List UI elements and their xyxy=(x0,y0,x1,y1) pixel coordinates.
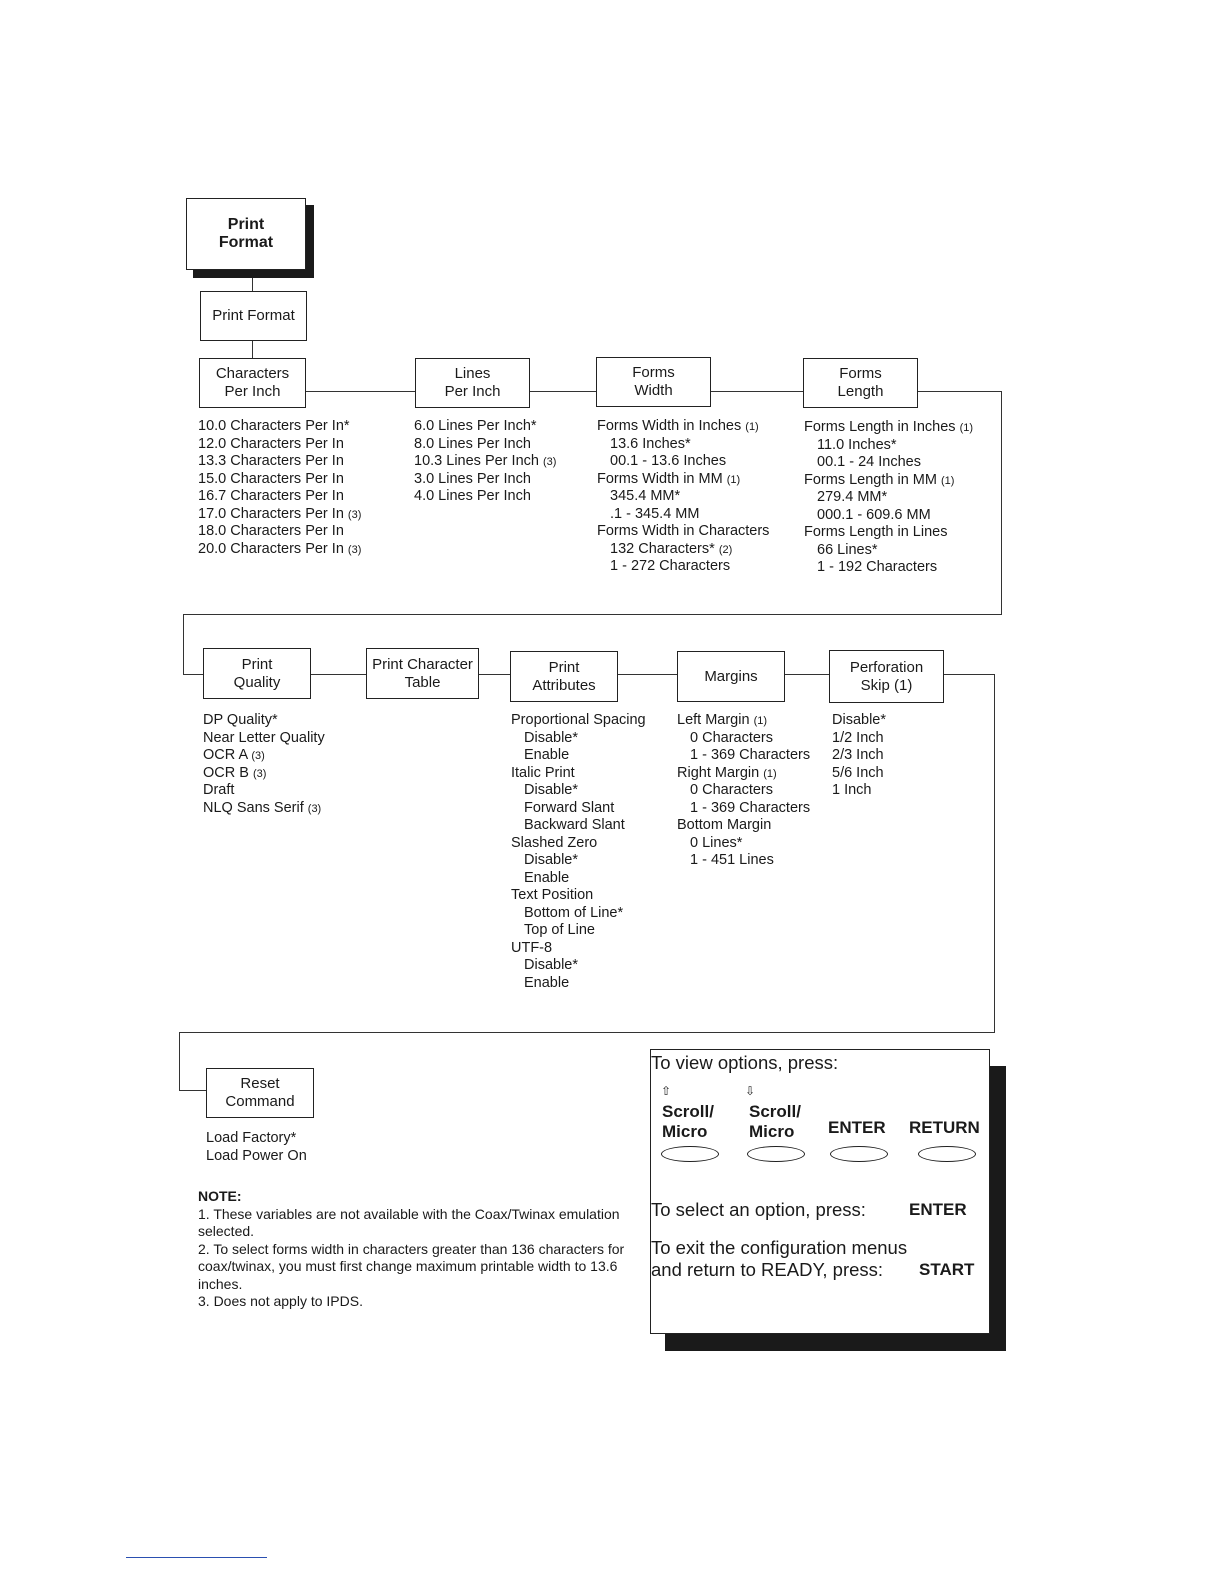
option-item xyxy=(203,765,325,783)
option-text: Enable xyxy=(524,747,570,763)
connector-row1-return xyxy=(183,614,1002,615)
option-text: Disable* xyxy=(832,712,886,728)
view-options-text: To view options, press: xyxy=(651,1052,839,1073)
option-item xyxy=(677,817,810,835)
footnote-ref: (3) xyxy=(347,543,362,556)
option-text: 1 Inch xyxy=(832,782,872,798)
option-item xyxy=(203,782,325,800)
exit-text-line-1: To exit the configuration menus xyxy=(651,1237,908,1258)
option-text: Top of Line xyxy=(524,922,595,938)
option-text: 12.0 Characters Per In xyxy=(198,435,344,452)
scroll-up-label-1: Scroll/ xyxy=(662,1102,714,1121)
option-text: Forward Slant xyxy=(524,799,615,816)
option-item xyxy=(677,835,810,853)
enter-button[interactable] xyxy=(830,1146,888,1162)
up-arrow-icon: ⇧ xyxy=(661,1084,672,1098)
scroll-down-key-label xyxy=(749,1102,801,1142)
footnote-ref: (3) xyxy=(347,508,362,521)
option-item xyxy=(804,507,973,525)
exit-text-line-2: and return to READY, press: xyxy=(651,1259,884,1280)
option-item xyxy=(198,541,361,559)
option-text: 279.4 MM* xyxy=(817,489,888,505)
option-item xyxy=(206,1148,307,1166)
note-line-3: 3. Does not apply to IPDS. xyxy=(198,1293,363,1309)
option-text: .1 - 345.4 MM xyxy=(610,505,700,522)
option-item xyxy=(677,800,810,818)
rc-label-2: Command xyxy=(225,1093,295,1110)
fw-label-1: Forms xyxy=(632,364,675,381)
option-text: 0 Lines* xyxy=(690,834,743,851)
option-text: 13.3 Characters Per In xyxy=(198,453,344,469)
scroll-down-label-2: Micro xyxy=(749,1122,795,1141)
option-text: 00.1 - 24 Inches xyxy=(817,454,921,470)
option-text: Bottom Margin xyxy=(677,817,772,833)
reset-command-options xyxy=(206,1130,307,1165)
option-text: Disable* xyxy=(524,782,578,798)
fl-label-1: Forms xyxy=(839,365,882,382)
return-label: RETURN xyxy=(909,1118,980,1137)
option-text: 10.3 Lines Per Inch xyxy=(414,453,539,469)
connector-row3-left xyxy=(179,1032,180,1091)
option-item xyxy=(203,730,325,748)
option-item xyxy=(597,488,769,506)
enter-key-label xyxy=(828,1118,886,1138)
option-item xyxy=(511,975,646,993)
option-text: Forms Length in Inches xyxy=(804,419,956,435)
option-text: 1/2 Inch xyxy=(832,729,884,746)
perforation-skip-options xyxy=(832,712,886,800)
option-item xyxy=(198,453,361,471)
option-item xyxy=(203,800,325,818)
option-item xyxy=(511,800,646,818)
scroll-up-button[interactable] xyxy=(661,1146,719,1162)
print-format-root-box[interactable] xyxy=(186,198,306,270)
option-text: 17.0 Characters Per In xyxy=(198,505,344,522)
option-item xyxy=(804,559,973,577)
option-text: 132 Characters* xyxy=(610,540,715,557)
option-text: 4.0 Lines Per Inch xyxy=(414,488,531,504)
forms-width-box[interactable] xyxy=(596,357,711,407)
option-text: Forms Length in Lines xyxy=(804,524,948,540)
footnote-ref: (2) xyxy=(718,543,733,556)
cpi-label-1: Characters xyxy=(215,365,290,382)
option-text: Bottom of Line* xyxy=(524,904,624,921)
print-attributes-box[interactable] xyxy=(510,651,618,702)
option-item xyxy=(511,940,646,958)
option-text: Near Letter Quality xyxy=(203,729,325,746)
option-item xyxy=(804,454,973,472)
option-text: 18.0 Characters Per In xyxy=(198,523,344,539)
option-text: Load Factory* xyxy=(206,1130,297,1146)
footnote-ref: (3) xyxy=(307,802,322,815)
option-text: Text Position xyxy=(511,887,594,903)
root-label-line-2: Format xyxy=(218,234,274,251)
option-text: 1 - 451 Lines xyxy=(690,852,774,868)
option-text: 2/3 Inch xyxy=(832,747,884,763)
option-item xyxy=(511,905,646,923)
lpi-options xyxy=(414,418,556,506)
option-text: Proportional Spacing xyxy=(511,712,646,728)
lpi-label-1: Lines xyxy=(454,365,491,382)
option-item xyxy=(804,524,973,542)
option-item xyxy=(832,712,886,730)
option-item xyxy=(597,523,769,541)
option-item xyxy=(511,887,646,905)
footnote-ref: (3) xyxy=(542,456,557,468)
option-text: 0 Characters xyxy=(690,729,774,746)
option-text: 345.4 MM* xyxy=(610,488,681,504)
exit-key-label: START xyxy=(919,1260,975,1279)
option-text: Slashed Zero xyxy=(511,834,598,851)
print-format-menu-label: Print Format xyxy=(212,307,295,324)
lpi-label-2: Per Inch xyxy=(444,383,501,400)
option-item xyxy=(198,436,361,454)
option-text: 5/6 Inch xyxy=(832,764,884,781)
option-item xyxy=(804,437,973,455)
fl-label-2: Length xyxy=(837,383,884,400)
notes-section xyxy=(198,1188,628,1311)
option-item xyxy=(597,453,769,471)
option-text: 66 Lines* xyxy=(817,541,878,558)
option-item xyxy=(597,541,769,559)
option-item xyxy=(198,488,361,506)
option-item xyxy=(414,418,556,436)
footnote-ref: (1) xyxy=(941,474,955,487)
cpi-label-2: Per Inch xyxy=(224,383,281,400)
option-item xyxy=(511,782,646,800)
pa-label-1: Print xyxy=(548,658,580,676)
print-attributes-options xyxy=(511,712,646,992)
note-heading: NOTE: xyxy=(198,1188,242,1204)
option-item xyxy=(832,730,886,748)
option-item xyxy=(198,418,361,436)
control-panel-legend xyxy=(650,1049,990,1334)
option-text: Enable xyxy=(524,869,570,886)
option-text: 15.0 Characters Per In xyxy=(198,470,344,487)
footnote-ref: (3) xyxy=(252,767,267,780)
option-item xyxy=(677,747,810,765)
option-text: NLQ Sans Serif xyxy=(203,799,304,816)
option-item xyxy=(414,453,556,471)
option-text: Disable* xyxy=(524,957,578,973)
option-item xyxy=(832,747,886,765)
option-text: 3.0 Lines Per Inch xyxy=(414,470,531,487)
option-item xyxy=(511,957,646,975)
option-item xyxy=(198,506,361,524)
option-text: 20.0 Characters Per In xyxy=(198,540,344,557)
option-item xyxy=(597,558,769,576)
option-item xyxy=(677,852,810,870)
option-item xyxy=(511,712,646,730)
scroll-up-key-label xyxy=(662,1102,714,1142)
lines-per-inch-box[interactable] xyxy=(415,358,530,408)
option-item xyxy=(804,472,973,490)
return-button[interactable] xyxy=(918,1146,976,1162)
option-item xyxy=(677,730,810,748)
note-line-1: 1. These variables are not available with the Coax/Twinax emulation selected. xyxy=(198,1205,620,1239)
option-item xyxy=(804,489,973,507)
select-option-text: To select an option, press: xyxy=(651,1199,866,1220)
option-text: 1 - 369 Characters xyxy=(690,747,811,763)
root-box-label xyxy=(219,216,273,252)
option-item xyxy=(804,419,973,437)
option-item xyxy=(198,471,361,489)
option-text: Forms Width in Characters xyxy=(597,523,770,539)
connector-row2-right xyxy=(994,674,995,1033)
footnote-ref: (1) xyxy=(745,421,759,433)
pa-label-2: Attributes xyxy=(532,676,596,694)
note-line-2: 2. To select forms width in characters greater than 136 characters for coax/twinax, you must first change maximum printable width to 13.6 inches. xyxy=(198,1240,625,1292)
option-text: OCR B xyxy=(203,764,249,781)
option-text: 10.0 Characters Per In* xyxy=(198,418,350,434)
print-format-menu-box[interactable] xyxy=(200,291,307,341)
option-item xyxy=(206,1130,307,1148)
option-text: Backward Slant xyxy=(524,817,625,833)
scroll-down-button[interactable] xyxy=(747,1146,805,1162)
option-item xyxy=(597,436,769,454)
pct-label-2: Table xyxy=(404,673,441,691)
option-item xyxy=(198,523,361,541)
rc-label-1: Reset xyxy=(240,1075,280,1092)
option-item xyxy=(677,765,810,783)
pq-label-2: Quality xyxy=(233,673,281,691)
option-text: UTF-8 xyxy=(511,939,553,956)
option-item xyxy=(511,730,646,748)
print-quality-box[interactable] xyxy=(203,648,311,699)
option-text: 1 - 369 Characters xyxy=(690,799,811,816)
option-item xyxy=(203,712,325,730)
option-text: Italic Print xyxy=(511,764,575,781)
option-item xyxy=(597,506,769,524)
enter-label: ENTER xyxy=(828,1118,886,1137)
ps-label-2: Skip (1) xyxy=(860,676,913,694)
option-item xyxy=(511,747,646,765)
fw-label-2: Width xyxy=(634,382,673,399)
option-item xyxy=(511,922,646,940)
option-text: OCR A xyxy=(203,747,248,763)
connector-row3 xyxy=(179,1090,207,1091)
cpi-options xyxy=(198,418,361,558)
footnote-ref: (1) xyxy=(753,715,768,727)
option-item xyxy=(414,436,556,454)
return-key-label xyxy=(909,1118,980,1138)
footnote-ref: (1) xyxy=(763,767,777,780)
option-item xyxy=(804,542,973,560)
option-item xyxy=(677,782,810,800)
option-item xyxy=(597,418,769,436)
scroll-up-label-2: Micro xyxy=(662,1122,708,1141)
option-item xyxy=(414,488,556,506)
forms-width-options xyxy=(597,418,769,576)
option-item xyxy=(597,471,769,489)
footnote-ref: (1) xyxy=(959,422,974,434)
pct-label-1: Print Character xyxy=(372,655,473,673)
option-item xyxy=(511,835,646,853)
perforation-skip-box[interactable] xyxy=(829,650,944,703)
scroll-down-label-1: Scroll/ xyxy=(749,1102,801,1121)
margins-box[interactable] xyxy=(677,651,785,702)
option-item xyxy=(511,870,646,888)
option-text: Left Margin xyxy=(677,712,750,728)
option-item xyxy=(511,817,646,835)
option-text: Disable* xyxy=(524,852,578,868)
option-text: Disable* xyxy=(524,729,578,746)
option-item xyxy=(414,471,556,489)
option-text: Enable xyxy=(524,974,570,991)
option-text: 1 - 272 Characters xyxy=(610,558,731,574)
down-arrow-icon: ⇩ xyxy=(745,1084,756,1098)
option-text: Load Power On xyxy=(206,1147,307,1164)
option-text: Draft xyxy=(203,782,235,798)
characters-per-inch-box[interactable] xyxy=(199,358,306,408)
option-item xyxy=(511,852,646,870)
option-text: Forms Length in MM xyxy=(804,471,937,488)
footnote-ref: (3) xyxy=(251,750,265,762)
forms-length-box[interactable] xyxy=(803,358,918,408)
option-item xyxy=(832,782,886,800)
option-text: Forms Width in Inches xyxy=(597,418,742,434)
connector-row1-right xyxy=(1001,391,1002,615)
print-quality-options xyxy=(203,712,325,817)
margins-options xyxy=(677,712,810,870)
select-key-label: ENTER xyxy=(909,1200,967,1219)
connector-row2-left xyxy=(183,614,184,675)
print-character-table-box[interactable] xyxy=(366,648,479,699)
option-text: 1 - 192 Characters xyxy=(817,559,938,575)
pq-label-1: Print xyxy=(241,655,273,673)
option-text: 000.1 - 609.6 MM xyxy=(817,506,931,523)
margins-label: Margins xyxy=(704,667,758,685)
option-text: 8.0 Lines Per Inch xyxy=(414,435,531,452)
option-text: DP Quality* xyxy=(203,712,278,728)
option-item xyxy=(677,712,810,730)
forms-length-options xyxy=(804,419,973,577)
option-text: 16.7 Characters Per In xyxy=(198,488,344,504)
connector-sub-cpi xyxy=(252,341,253,358)
reset-command-box[interactable] xyxy=(206,1068,314,1118)
option-item xyxy=(203,747,325,765)
option-text: 00.1 - 13.6 Inches xyxy=(610,453,727,469)
option-text: 13.6 Inches* xyxy=(610,435,691,452)
connector-row2-return xyxy=(179,1032,995,1033)
option-item xyxy=(511,765,646,783)
option-text: 11.0 Inches* xyxy=(817,436,897,453)
ps-label-1: Perforation xyxy=(849,658,924,676)
footer-rule xyxy=(126,1557,267,1558)
root-label-line-1: Print xyxy=(227,216,265,233)
option-text: 6.0 Lines Per Inch* xyxy=(414,418,537,434)
option-text: 0 Characters xyxy=(690,782,774,798)
option-text: Forms Width in MM xyxy=(597,470,723,487)
footnote-ref: (1) xyxy=(726,473,741,486)
option-item xyxy=(832,765,886,783)
option-text: Right Margin xyxy=(677,764,760,781)
